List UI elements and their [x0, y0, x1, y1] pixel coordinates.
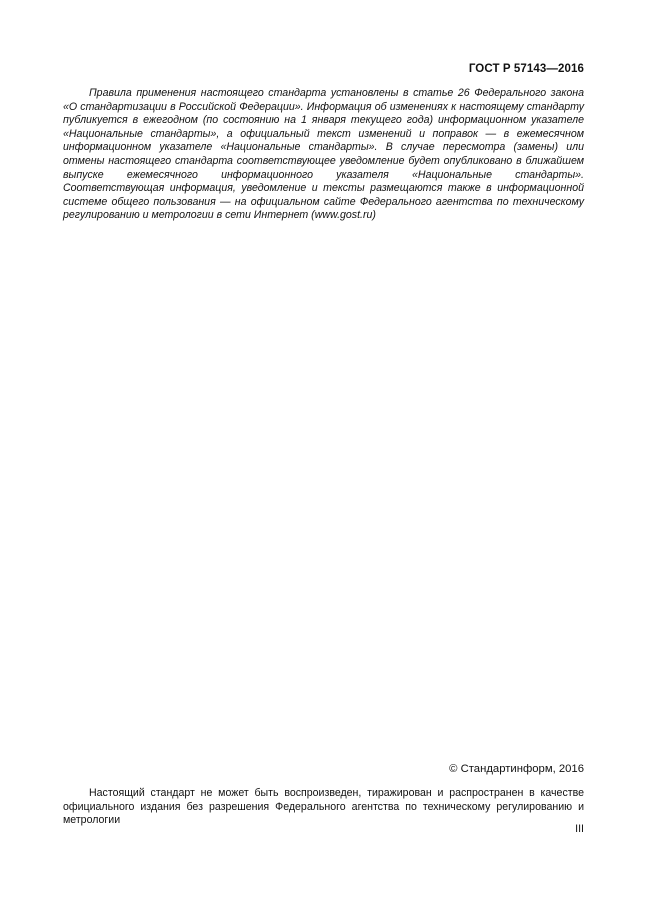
- reproduction-notice: [63, 787, 584, 828]
- copyright-line: © Стандартинформ, 2016: [449, 763, 584, 775]
- publication-notice: [63, 87, 584, 223]
- document-code: ГОСТ Р 57143—2016: [468, 63, 584, 75]
- page-number: III: [575, 823, 584, 835]
- reproduction-notice-text: Настоящий стандарт не может быть воспроизведен, тиражирован и распространен в качестве официального издания без разрешения Федерального агентства по техническому регулированию и метрологии: [63, 787, 584, 827]
- publication-notice-text: Правила применения настоящего стандарта установлены в статье 26 Федерального закона «О стандартизации в Российской Федерации». Информация об изменениях к настоящему стандарту публикуется в ежегодном (по состоянию на 1 января текущего года) информационном указателе «Национальные стандарты», а официальный текст изменений и поправок — в ежемесячном информационном указателе «Национальные стандарты». В случае пересмотра (замены) или отмены настоящего стандарта соответствующее уведомление будет опубликовано в ближайшем выпуске ежемесячного информационного указателя «Национальные стандарты». Соответствующая информация, уведомление и тексты размещаются также в информационной системе общего пользования — на официальном сайте Федерального агентства по техническому регулированию и метрологии в сети Интернет (www.gost.ru): [63, 87, 584, 222]
